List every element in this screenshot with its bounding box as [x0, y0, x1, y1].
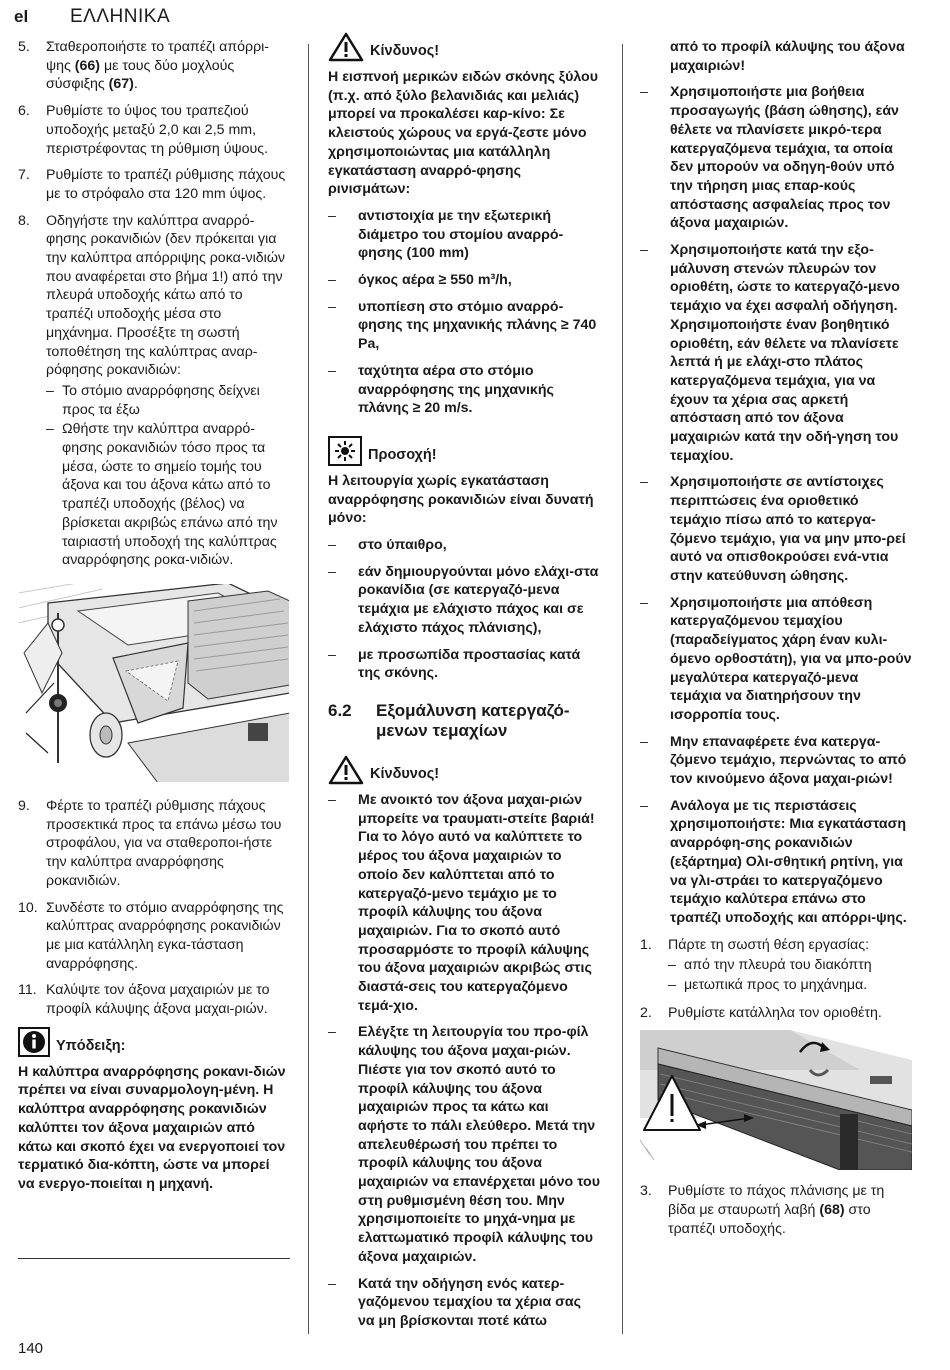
info-icon [18, 1027, 50, 1057]
text-run: Ρυθμίστε το πάχος πλάνισης με τη βίδα με σταυρωτή λαβή [668, 1183, 885, 1219]
list-item-text: Κατά την οδήγηση ενός κατερ-γαζόμενου τεμαχίου τα χέρια σας να μη βρίσκονται ποτέ κάτω [358, 1275, 581, 1329]
step-3 [640, 1182, 912, 1238]
dash-bullet: – [328, 537, 336, 554]
step-item [18, 102, 290, 158]
procedure-steps [640, 936, 912, 1023]
dash-bullet: – [328, 362, 336, 379]
danger-label: Κίνδυνος! [370, 766, 440, 783]
sub-item-text: μετωπικά προς το μηχάνημα. [684, 977, 868, 994]
list-item [328, 646, 600, 683]
sub-item [668, 976, 912, 995]
sub-item-text: Το στόμιο αναρρόφησης δείχνει προς τα έξω [62, 382, 260, 418]
step-text [668, 1004, 912, 1023]
sub-item-text: Ωθήστε την καλύπτρα αναρρό-φησης ροκανιδιών τόσο προς τα μέσα, ώστε το σημείο τομής του άξονα και του άξονα κάτω από το τραπέζι υποδοχής (βέλος) να βρίσκεται ακριβώς επάνω από την ταιριαστή υποδοχή της καλύπτρας αναρρόφησης ροκα-νιδιών. [62, 421, 278, 569]
dash-bullet: – [328, 272, 336, 289]
list-item-text: υποπίεση στο στόμιο αναρρό-φησης της μηχανικής πλάνης ≥ 740 Pa, [358, 298, 597, 353]
danger-text: Η εισπνοή μερικών ειδών σκόνης ξύλου (π.χ. από ξύλο βελανιδιάς και μελιάς) μπορεί να προκαλέσει καρ-κίνο: Σε κλειστούς χώρους να εργά-ζεστε μόνο χρησιμοποιώντας μια κατάλληλη εγκατάσταση αναρρό-φησης ρινισμάτων: [328, 69, 598, 198]
step-item [18, 981, 290, 1018]
step-text-content: Ρυθμίστε κατάλληλα τον οριοθέτη. [668, 1004, 882, 1021]
list-item [328, 1023, 600, 1266]
section-number: 6.2 [328, 700, 352, 720]
step-number: 1. [640, 936, 652, 953]
step-item [18, 38, 290, 94]
list-item [328, 298, 600, 354]
text-run: στο τραπέζι υποδοχής. [668, 1202, 871, 1237]
list-item [640, 797, 912, 928]
list-item [640, 733, 912, 789]
sub-list [668, 956, 912, 994]
caution-heading [328, 436, 600, 466]
step-text-content: Οδηγήστε την καλύπτρα αναρρό-φησης ροκανιδιών (δεν πρόκειται για την καλύπτρα απόρριψης ροκα-νιδιών που αναφέρεται στο βήμα 1!) από την πλευρά υποδοχής κάτω από το τραπέζι υποδοχής μέσα στο μηχάνημα. Προσέξτε τη σωστή τοποθέτηση της καλύπτρας αναρ-ρόφησης ροκανιδιών: [46, 212, 286, 379]
list-item-text: Χρησιμοποιήστε σε αντίστοιχες περιπτώσεις ένα οριοθετικό τεμάχιο πίσω από το κατεργα-ζόμενο τεμάχιο, για να μην μπο-ρεί αυτό να οπισθοκρούσει ενά-ντια στην κατεύθυνση ώθησης. [670, 474, 906, 584]
step-text [46, 899, 290, 974]
list-item [640, 83, 912, 233]
reference-number: (66) [74, 57, 101, 74]
dash-bullet: – [328, 298, 336, 315]
step-text-content: Ρυθμίστε το ύψος του τραπεζιού υποδοχής μεταξύ 2,0 και 2,5 mm, περιστρέφοντας τη ρύθμιση ύψους. [46, 103, 269, 157]
list-item-text: με προσωπίδα προστασίας κατά της σκόνης. [358, 646, 581, 682]
text-run: Σταθεροποιήστε το τραπέζι απόρρι-ψης [46, 39, 270, 74]
step-number: 8. [18, 212, 30, 229]
caution-conditions-list [328, 536, 600, 683]
caution-text: Η λειτουργία χωρίς εγκατάσταση αναρρόφησης ροκανιδιών είναι δυνατή μόνο: [328, 472, 594, 527]
step-number: 3. [640, 1183, 652, 1200]
column-divider [308, 44, 309, 1334]
caution-label: Προσοχή! [368, 447, 437, 464]
step-text [46, 102, 290, 158]
text-run: με τους δύο μοχλούς σύσφιξης [46, 57, 235, 93]
reference-number: (67) [108, 76, 134, 93]
list-item-text: Χρησιμοποιήστε κατά την εξο-μάλυνση στενών πλευρών τον οριοθέτη, ώστε το κατεργαζό-μενο τεμάχιο να έχει ασφαλή οδήγηση. Χρησιμοποιήστε έναν βοηθητικό οριοθέτη, εάν θέλετε να πλανίσετε λεπτά ή με ελάχι-στο πλάτος κατεργαζόμενα τεμάχια, για να έχουν τα χέρια σας αρκετή απόσταση από τον άξονα μαχαιριών κατά την οδή-γηση του τεμαχίου. [670, 242, 900, 464]
step-text [46, 212, 290, 571]
planer-suction-hood-illustration [18, 583, 290, 783]
dash-bullet: – [640, 594, 648, 611]
list-item-text: Χρησιμοποιήστε μια βοήθεια προσαγωγής (βάση ώθησης), εάν θέλετε να πλανίσετε μικρό-τερα κατεργαζόμενα τεμάχια, τα οποία δεν μπορούν να οδηγη-θούν υπό την τήρηση μιας επαρ-κούς απόστασης ασφαλείας προς τον άξονα μαχαιριών. [670, 84, 899, 232]
dash-bullet: – [640, 733, 648, 750]
step-text-content: Φέρτε το τραπέζι ρύθμισης πάχους προσεκτικά προς τα επάνω μέσω του στροφάλου, για να σταθεροποι-ήστε την καλύπτρα αναρρόφησης ροκανιδιών. [46, 797, 282, 889]
dash-bullet: – [46, 421, 54, 438]
step-text [46, 166, 290, 203]
dash-bullet: – [328, 1024, 336, 1041]
note-label: Υπόδειξη: [56, 1038, 126, 1055]
column-2 [328, 38, 600, 1339]
sub-item [668, 956, 912, 975]
safety-instructions-list [328, 791, 600, 1331]
language-code: el [14, 7, 29, 26]
step-text-content: Συνδέστε το στόμιο αναρρόφησης της καλύπτρας αναρρόφησης ροκανιδιών με μια κατάλληλη εγκα-τάσταση αναρρόφησης. [46, 899, 284, 972]
list-item [640, 473, 912, 585]
column-3 [640, 38, 912, 1247]
step-text-content: Ρυθμίστε το τραπέζι ρύθμισης πάχους με το στρόφαλο στα 120 mm ύψος. [46, 167, 286, 202]
list-item [328, 207, 600, 263]
step-item [18, 899, 290, 974]
step-text-content: Πάρτε τη σωστή θέση εργασίας: [668, 936, 870, 953]
sub-item-text: από την πλευρά του διακόπτη [684, 957, 872, 974]
dash-bullet: – [668, 957, 676, 974]
safety-instructions-list-continued [640, 83, 912, 927]
step-item [18, 166, 290, 203]
fence-adjustment-illustration [640, 1030, 912, 1170]
list-item-text: ταχύτητα αέρα στο στόμιο αναρρόφησης της μηχανικής πλάνης ≥ 20 m/s. [358, 362, 554, 417]
dash-bullet: – [640, 797, 648, 814]
list-item [328, 536, 600, 555]
note-heading [18, 1027, 290, 1057]
list-item [328, 271, 600, 290]
danger-heading [328, 32, 600, 62]
dash-bullet: – [668, 977, 676, 994]
sub-list [46, 382, 290, 570]
step-number: 6. [18, 103, 30, 120]
danger-heading-2 [328, 755, 600, 785]
step-item [640, 936, 912, 996]
dash-bullet: – [640, 84, 648, 101]
step-item [640, 1004, 912, 1023]
step-text [46, 38, 290, 94]
step-text [46, 797, 290, 891]
list-item-text: στο ύπαιθρο, [358, 537, 447, 554]
list-item [640, 241, 912, 465]
step-text [668, 1182, 912, 1238]
dash-bullet: – [328, 1275, 336, 1292]
column-divider [622, 44, 623, 1334]
sub-item [46, 382, 290, 419]
list-item-text: όγκος αέρα ≥ 550 m³/h, [358, 272, 512, 289]
dash-bullet: – [328, 791, 336, 808]
list-item-text: Χρησιμοποιήστε μια απόθεση κατεργαζόμενου τεμαχίου (παραδείγματος χάρη έναν κυλι-όμενο ορθοστάτη), για να μπο-ρούν μεγαλύτερα κατεργαζό-μενα τεμάχια να διατηρήσουν την ισορροπία τους. [670, 594, 912, 723]
list-item [328, 563, 600, 638]
note-text: Η καλύπτρα αναρρόφησης ροκανι-διών πρέπει να είναι συναρμολογη-μένη. Η καλύπτρα αναρρόφησης ροκανιδιών καλύπτει τον άξονα μαχαιριών από κάτω και σκοπό έχει να ενεργοποιεί τον τερματικό δια-κόπτη, ώστε να μπορεί να ενεργο-ποιείται η μηχανή. [18, 1063, 286, 1192]
caution-icon [328, 436, 362, 466]
dash-bullet: – [328, 563, 336, 580]
list-item-text: Με ανοικτό τον άξονα μαχαι-ριών μπορείτε να τραυματι-στείτε βαριά! Για το λόγο αυτό να καλύπτετε το μέρος του άξονα μαχαιριών το οποίο δεν καλύπτεται από το κατεργαζό-μενο τεμάχιο με το προφίλ κάλυψης του άξονα μαχαιριών. Για το σκοπό αυτό προσαρμόστε το προφίλ κάλυψης του άξονα μαχαιριών ακριβώς στις διαστά-σεις του κατεργαζόμενο τεμά-χιο. [358, 791, 595, 1014]
step-number: 11. [18, 982, 37, 999]
list-item [328, 791, 600, 1015]
warning-triangle-icon [328, 32, 364, 62]
list-item-text: Μην επαναφέρετε ένα κατεργα-ζόμενο τεμάχιο, περνώντας το από τον κινούμενο άξονα μαχαι-ριών! [670, 733, 907, 788]
page-header [14, 6, 170, 32]
continued-text: από το προφίλ κάλυψης του άξονα μαχαιριών! [670, 39, 905, 74]
steps-list-continued [18, 797, 290, 1019]
text-run: . [133, 76, 138, 93]
step-number: 10. [18, 899, 38, 916]
list-item-text: αντιστοιχία με την εξωτερική διάμετρο του στομίου αναρρό-φησης (100 mm) [358, 207, 564, 262]
danger-requirements-list [328, 207, 600, 418]
language-name: ΕΛΛΗΝΙΚΑ [70, 6, 171, 27]
step-text-content: Καλύψτε τον άξονα μαχαιριών με το προφίλ κάλυψης άξονα μαχαι-ριών. [46, 982, 270, 1018]
step-number: 2. [640, 1004, 652, 1021]
list-item [640, 594, 912, 725]
steps-list [18, 38, 290, 571]
step-number: 9. [18, 797, 30, 814]
dash-bullet: – [328, 207, 336, 224]
page-number: 140 [18, 1340, 44, 1357]
step-number: 7. [18, 167, 30, 184]
section-title: Εξομάλυνση κατεργαζό-μενων τεμαχίων [376, 700, 570, 740]
reference-number: (68) [819, 1202, 845, 1219]
dash-bullet: – [328, 646, 336, 663]
dash-bullet: – [640, 242, 648, 259]
note-bottom-rule [18, 1258, 290, 1259]
list-item-text: Ανάλογα με τις περιστάσεις χρησιμοποιήστε: Μια εγκατάσταση αναρρόφη-σης ροκανιδιών (εξάρτημα) Ολι-σθητική ρητίνη, για να γλι-στράει το κατεργαζόμενο τεμάχιο καλύτερα επάνω στο τραπέζι υποδοχής και απόρρι-ψης. [670, 797, 907, 926]
list-item [328, 362, 600, 418]
section-heading [328, 701, 600, 741]
sub-item [46, 420, 290, 570]
list-item-text: εάν δημιουργούνται μόνο ελάχι-στα ροκανίδια (σε κατεργαζό-μενα τεμάχια με ελάχιστο πάχος και σε ελάχιστο πάχος πλάνισης), [358, 563, 599, 636]
step-text [46, 981, 290, 1018]
dash-bullet: – [640, 474, 648, 491]
step-number: 5. [18, 39, 30, 55]
step-item [18, 212, 290, 571]
dash-bullet: – [46, 382, 54, 399]
warning-triangle-icon [328, 755, 364, 785]
step-item [18, 797, 290, 891]
list-item [328, 1275, 600, 1331]
step-text [668, 936, 912, 996]
list-item-text: Ελέγξτε τη λειτουργία του προ-φίλ κάλυψης του άξονα μαχαι-ριών. Πιέστε για τον σκοπό αυτό το προφίλ κάλυψης του άξονα μαχαιριών προς τα κάτω και αφήστε το πάλι ελεύθερο. Μετά την απελευθέρωσή του πρέπει το προφίλ κάλυψης του άξονα μαχαιριών να επανέρχεται μόνο του στη ρυθμισμένη θέση του. Μην χρησιμοποιείτε το μηχά-νημα με ελαττωματικό προφίλ κάλυψης του άξονα μαχαιριών. [358, 1024, 600, 1265]
column-1 [18, 38, 290, 1202]
danger-label: Κίνδυνος! [370, 43, 440, 60]
